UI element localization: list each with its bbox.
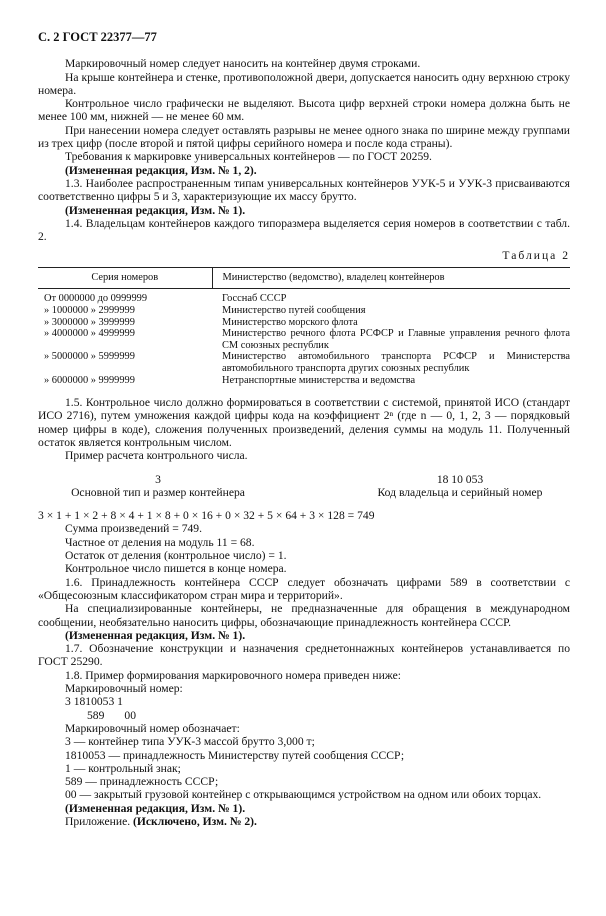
table-row — [38, 289, 570, 305]
section-1-3: 1.3. Наиболее распространенным типам универсальных контейнеров УУК-5 и УУК-3 присваиваются соответственно цифры 5 и 3, характеризующие их массу брутто. — [38, 176, 570, 204]
section-1-6: 1.6. Принадлежность контейнера СССР следует обозначать цифрами 589 в соответствии с «Общесоюзным классификатором стран мира и территорий». — [38, 575, 570, 602]
owner-cell: Нетранспортные министерства и ведомства — [222, 374, 416, 386]
calc-remainder: Остаток от деления (контрольное число) = 1. — [65, 549, 287, 563]
table-caption: Таблица 2 — [502, 249, 570, 263]
owner-cell: Госснаб СССР — [222, 293, 287, 305]
table-row — [38, 351, 570, 374]
intro-paragraph-1: Маркировочный номер следует наносить на контейнер двумя строками. — [65, 57, 421, 71]
table-header-owner: Министерство (ведомство), владелец контейнеров — [212, 267, 570, 289]
table-row — [38, 328, 570, 351]
series-cell: » 5000000 » 5999999 — [44, 351, 135, 363]
series-cell: » 6000000 » 9999999 — [44, 374, 135, 386]
calc-formula: 3 × 1 + 1 × 2 + 8 × 4 + 1 × 8 + 0 × 16 + 0 × 32 + 5 × 64 + 3 × 128 = 749 — [38, 509, 375, 523]
marking-item: 589 — принадлежность СССР; — [65, 775, 219, 789]
series-cell: От 0000000 до 0999999 — [44, 293, 148, 305]
page-header: С. 2 ГОСТ 22377—77 — [38, 30, 157, 44]
section-1-4: 1.4. Владельцам контейнеров каждого типоразмера выделяется серия номеров в соответствии с табл. 2. — [38, 216, 570, 244]
section-1-8: 1.8. Пример формирования маркировочного номера приведен ниже: — [65, 668, 402, 682]
owner-cell: Министерство речного флота РСФСР и Главные управления речного флота СМ союзных республик — [222, 328, 570, 351]
type-size-label: Основной тип и размер контейнера — [71, 485, 245, 499]
marking-item: 00 — закрытый грузовой контейнер с открывающимся устройством на одном или обоих торцах. — [65, 788, 542, 802]
series-cell: » 1000000 » 2999999 — [44, 304, 135, 316]
example-code-breakdown — [38, 473, 570, 500]
edit-note-1-6-text: (Измененная редакция, Изм. № 1). — [65, 628, 246, 642]
edit-note-1-3 — [38, 204, 570, 217]
edit-note-1-8-text: (Измененная редакция, Изм. № 1). — [65, 801, 246, 815]
edit-note-1-6 — [38, 629, 570, 642]
marking-number-label: Маркировочный номер: — [65, 682, 183, 696]
marking-number-line-1: 3 1810053 1 — [65, 695, 123, 709]
series-table — [38, 267, 570, 386]
calc-quotient: Частное от деления на модуль 11 = 68. — [65, 535, 255, 549]
table-row — [38, 317, 570, 329]
intro-paragraph-3: Контрольное число графически не выделяют. Высота цифр верхней строки номера должна быть не менее 100 мм, нижней — не менее 60 мм. — [38, 97, 570, 124]
example-title: Пример расчета контрольного числа. — [65, 449, 248, 463]
appendix-note: (Исключено, Изм. № 2). — [133, 815, 257, 828]
appendix-line — [38, 815, 570, 828]
calc-sum: Сумма произведений = 749. — [65, 522, 202, 536]
section-1-5: 1.5. Контрольное число должно формироваться в соответствии с системой, принятой ИСО (стандарт ИСО 2716), путем умножения каждой цифры кода на коэффициент 2ⁿ (где n — 0, 1, 2, 3 — порядковый номер цифры в коде), сложения полученных произведений, деления суммы на модуль 11. Полученный остаток является контрольным числом. — [38, 396, 570, 449]
series-cell: » 3000000 » 3999999 — [44, 316, 135, 328]
section-1-7: 1.7. Обозначение конструкции и назначения среднетоннажных контейнеров устанавливается по ГОСТ 25290. — [38, 642, 570, 669]
owner-cell: Министерство путей сообщения — [222, 304, 366, 316]
table-row — [38, 305, 570, 317]
intro-paragraph-2: На крыше контейнера и стенке, противоположной двери, допускается наносить одну верхнюю строку номера. — [38, 70, 570, 97]
owner-cell: Министерство автомобильного транспорта РСФСР и Министерства автомобильного транспорта других союзных республик — [222, 351, 570, 374]
owner-serial-label: Код владельца и серийный номер — [377, 485, 543, 499]
marking-means-label: Маркировочный номер обозначает: — [65, 721, 240, 735]
marking-item: 1810053 — принадлежность Министерству путей сообщения СССР; — [65, 748, 405, 762]
table-row — [38, 375, 570, 387]
country-code: 589 — [87, 708, 105, 722]
calc-end-note: Контрольное число пишется в конце номера. — [65, 562, 287, 576]
owner-serial-value: 18 10 053 — [436, 472, 484, 486]
intro-paragraph-5: Требования к маркировке универсальных контейнеров — по ГОСТ 20259. — [65, 150, 432, 164]
edit-note-1 — [38, 164, 570, 177]
section-1-6-para-2: На специализированные контейнеры, не предназначенные для обращения в международном сообщении, необязательно наносить цифры, обозначающие принадлежность контейнера СССР. — [38, 602, 570, 629]
marking-item: 1 — контрольный знак; — [65, 761, 181, 775]
appendix-label: Приложение. — [65, 815, 131, 828]
owner-serial-block — [350, 473, 570, 500]
owner-cell: Министерство морского флота — [222, 316, 358, 328]
marking-item: 3 — контейнер типа УУК-3 массой брутто 3,000 т; — [65, 735, 315, 749]
edit-note-1-3-text: (Измененная редакция, Изм. № 1). — [65, 203, 246, 217]
series-cell: » 4000000 » 4999999 — [44, 328, 135, 340]
document-page — [38, 31, 570, 828]
edit-note-1-text: (Измененная редакция, Изм. № 1, 2). — [65, 163, 257, 177]
intro-paragraph-4: При нанесении номера следует оставлять разрывы не менее одного знака по ширине между группами из трех цифр (после второй и пятой цифры серийного номера и после кода страны). — [38, 123, 570, 151]
type-code: 00 — [124, 708, 136, 722]
type-size-block — [38, 473, 278, 500]
marking-number-line-2 — [38, 709, 570, 722]
edit-note-1-8 — [38, 802, 570, 815]
type-size-value: 3 — [155, 472, 161, 486]
table-header-series: Серия номеров — [38, 267, 212, 289]
